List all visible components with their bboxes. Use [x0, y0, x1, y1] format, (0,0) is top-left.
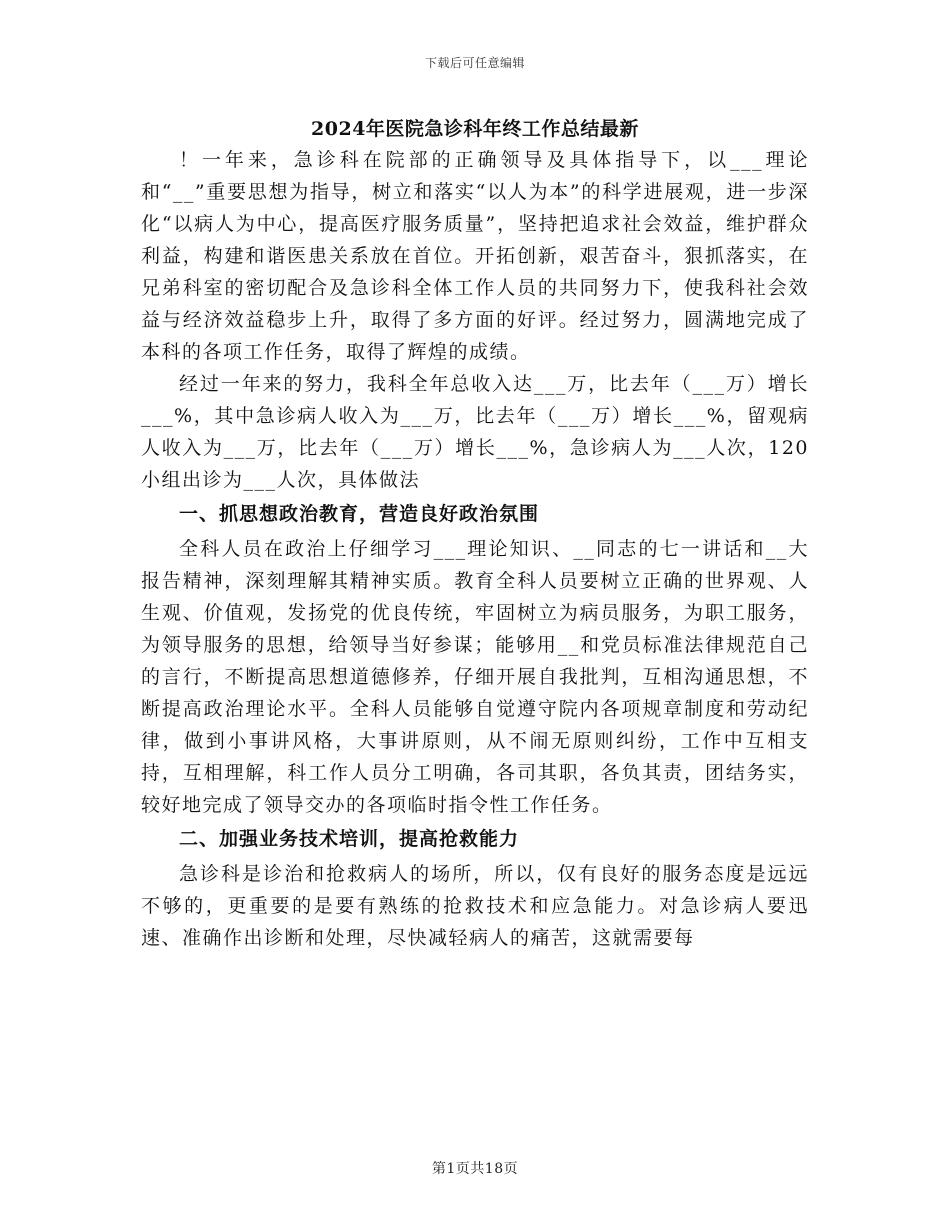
paragraph-intro: ！一年来，急诊科在院部的正确领导及具体指导下，以___理论和“__”重要思想为指导，树立和落实“以人为本”的科学进展观，进一步深化“以病人为中心，提高医疗服务质量”，坚持把追求社会效益，维护群众利益，构建和谐医患关系放在首位。开拓创新，艰苦奋斗，狠抓落实，在兄弟科室的密切配合及急诊科全体工作人员的共同努力下，使我科社会效益与经济效益稳步上升，取得了多方面的好评。经过努力，圆满地完成了本科的各项工作任务，取得了辉煌的成绩。: [141, 149, 809, 363]
paragraph-training: 急诊科是诊治和抢救病人的场所，所以，仅有良好的服务态度是远远不够的，更重要的是要有熟练的抢救技术和应急能力。对急诊病人要迅速、准确作出诊断和处理，尽快减轻病人的痛苦，这就需要每: [141, 863, 809, 949]
page-number-footer: 第1页共18页: [431, 1161, 519, 1177]
document-title: 2024年医院急诊科年终工作总结最新: [311, 118, 639, 140]
document-body: [141, 144, 809, 954]
section-heading-2: 二、加强业务技术培训，提高抢救能力: [179, 828, 520, 850]
section-heading-1: 一、抓思想政治教育，营造良好政治氛围: [179, 503, 540, 525]
header-note: 下载后可任意编辑: [424, 56, 525, 70]
paragraph-political-education: 全科人员在政治上仔细学习___理论知识、__同志的七一讲话和__大报告精神，深刻理解其精神实质。教育全科人员要树立正确的世界观、人生观、价值观，发扬党的优良传统，牢固树立为病员服务，为职工服务，为领导服务的思想，给领导当好参谋；能够用__和党员标准法律规范自己的言行，不断提高思想道德修养，仔细开展自我批判，互相沟通思想，不断提高政治理论水平。全科人员能够自觉遵守院内各项规章制度和劳动纪律，做到小事讲风格，大事讲原则，从不闹无原则纠纷，工作中互相支持，互相理解，科工作人员分工明确，各司其职，各负其责，团结务实，较好地完成了领导交办的各项临时指令性工作任务。: [141, 538, 809, 816]
paragraph-revenue: 经过一年来的努力，我科全年总收入达___万，比去年（___万）增长___%，其中急诊病人收入为___万，比去年（___万）增长___%，留观病人收入为___万，比去年（___万）增长___%，急诊病人为___人次，120小组出诊为___人次，具体做法: [141, 373, 809, 491]
